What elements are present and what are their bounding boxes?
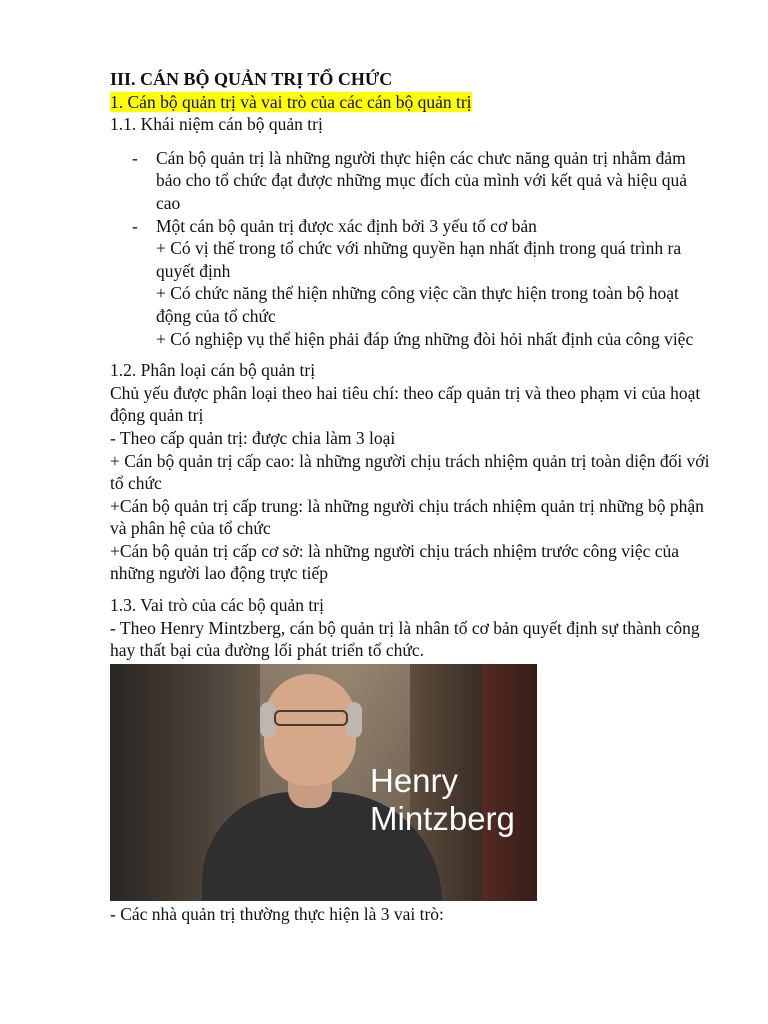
subsection-title-1 bbox=[110, 91, 710, 114]
paragraph: +Cán bộ quản trị cấp trung: là những người chịu trách nhiệm quản trị những bộ phận và phân hệ của tổ chức bbox=[110, 495, 704, 539]
dash-bullet: - bbox=[132, 147, 138, 168]
paragraph: Chủ yếu được phân loại theo hai tiêu chí: theo cấp quản trị và theo phạm vi của hoạt động quản trị bbox=[110, 382, 701, 426]
person-head bbox=[264, 674, 356, 786]
subsection-title-1-2: 1.2. Phân loại cán bộ quản trị bbox=[110, 360, 316, 381]
document-content bbox=[110, 68, 710, 925]
photo-caption: Henry Mintzberg bbox=[370, 761, 515, 837]
paragraph: + Cán bộ quản trị cấp cao: là những người chịu trách nhiệm quản trị toàn diện đối với tổ chức bbox=[110, 450, 710, 494]
paragraph: - Theo Henry Mintzberg, cán bộ quản trị là nhân tố cơ bản quyết định sự thành công hay thất bại của đường lối phát triển tổ chức. bbox=[110, 617, 700, 661]
glasses-icon bbox=[274, 710, 348, 726]
paragraph: - Theo cấp quản trị: được chia làm 3 loại bbox=[110, 427, 396, 448]
subsection-title-1-3: 1.3. Vai trò của các bộ quản trị bbox=[110, 595, 324, 616]
list-item: - Cán bộ quản trị là những người thực hiện các chưc năng quản trị nhằm đảm bảo cho tổ chức đạt được những mục đích của mình với kết quả và hiệu quả cao bbox=[132, 147, 687, 213]
factor-line: + Có chức năng thể hiện những công việc cần thực hiện trong toàn bộ hoạt động của tổ chức bbox=[156, 283, 679, 326]
subsection-title-1-1: 1.1. Khái niệm cán bộ quản trị bbox=[110, 114, 323, 135]
list-item: - Một cán bộ quản trị được xác định bởi 3 yếu tố cơ bản + Có vị thế trong tổ chức với những quyền hạn nhất định trong quá trình ra quyết định + Có chức năng thể hiện những công việc cần thực hiện trong toàn bộ hoạt động của tổ chức + Có nghiệp vụ thể hiện phải đáp ứng những đòi hỏi nhất định của công việc bbox=[110, 215, 710, 351]
highlighted-title: 1. Cán bộ quản trị và vai trò của các cán bộ quản trị bbox=[110, 91, 472, 112]
portrait-photo bbox=[110, 664, 537, 901]
factor-line: + Có vị thế trong tổ chức với những quyền hạn nhất định trong quá trình ra quyết định bbox=[156, 238, 682, 281]
paragraph: +Cán bộ quản trị cấp cơ sở: là những người chịu trách nhiệm trước công việc của những người lao động trực tiếp bbox=[110, 540, 680, 584]
dash-bullet: - bbox=[132, 215, 138, 236]
paragraph: - Các nhà quản trị thường thực hiện là 3 vai trò: bbox=[110, 903, 444, 924]
definition-list bbox=[110, 147, 710, 350]
section-heading: III. CÁN BỘ QUẢN TRỊ TỔ CHỨC bbox=[110, 69, 393, 89]
factor-line: + Có nghiệp vụ thể hiện phải đáp ứng những đòi hỏi nhất định của công việc bbox=[156, 328, 694, 349]
